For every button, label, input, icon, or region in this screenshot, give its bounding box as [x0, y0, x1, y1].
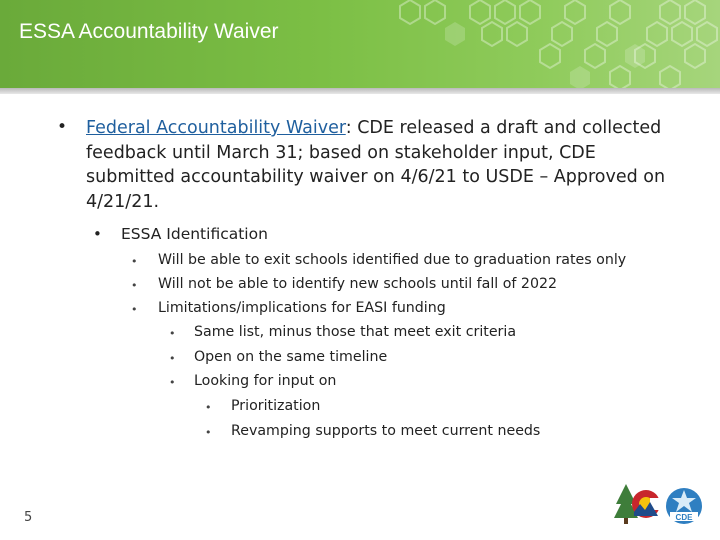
colorado-c-logo-icon: [614, 484, 662, 524]
main-bullet-text: [86, 116, 686, 214]
list-item: Same list, minus those that meet exit criteria: [194, 324, 517, 340]
slide-title: ESSA Accountability Waiver: [19, 20, 279, 43]
bullet-marker: •: [131, 255, 138, 268]
list-item: Looking for input on: [194, 373, 337, 389]
list-item: Open on the same timeline: [194, 349, 388, 365]
federal-waiver-link[interactable]: Federal Accountability Waiver: [86, 118, 346, 138]
bullet-marker: •: [205, 401, 212, 414]
list-item: Revamping supports to meet current needs: [231, 423, 541, 439]
main-bullet-body: : CDE released a draft and collected feedback until March 31; based on stakeholder input, CDE submitted accountability waiver on 4/6/21 to USDE – Approved on 4/21/21.: [86, 118, 666, 212]
bullet-marker: •: [169, 376, 176, 389]
list-item: Will not be able to identify new schools until fall of 2022: [158, 276, 558, 292]
cde-logo-text: CDE: [675, 513, 693, 522]
cde-logo-icon: [666, 488, 702, 524]
page-number: 5: [24, 510, 33, 525]
bullet-marker: •: [93, 225, 102, 243]
list-item: Limitations/implications for EASI funding: [158, 300, 446, 316]
list-item: Will be able to exit schools identified due to graduation rates only: [158, 252, 627, 268]
bullet-marker: •: [131, 279, 138, 292]
bullet-marker: •: [57, 117, 68, 137]
list-item: Prioritization: [231, 398, 321, 414]
essa-identification-heading: ESSA Identification: [121, 225, 268, 243]
bullet-marker: •: [205, 426, 212, 439]
bullet-marker: •: [169, 352, 176, 365]
bullet-marker: •: [131, 303, 138, 316]
cde-logo: [612, 482, 712, 528]
bullet-marker: •: [169, 327, 176, 340]
